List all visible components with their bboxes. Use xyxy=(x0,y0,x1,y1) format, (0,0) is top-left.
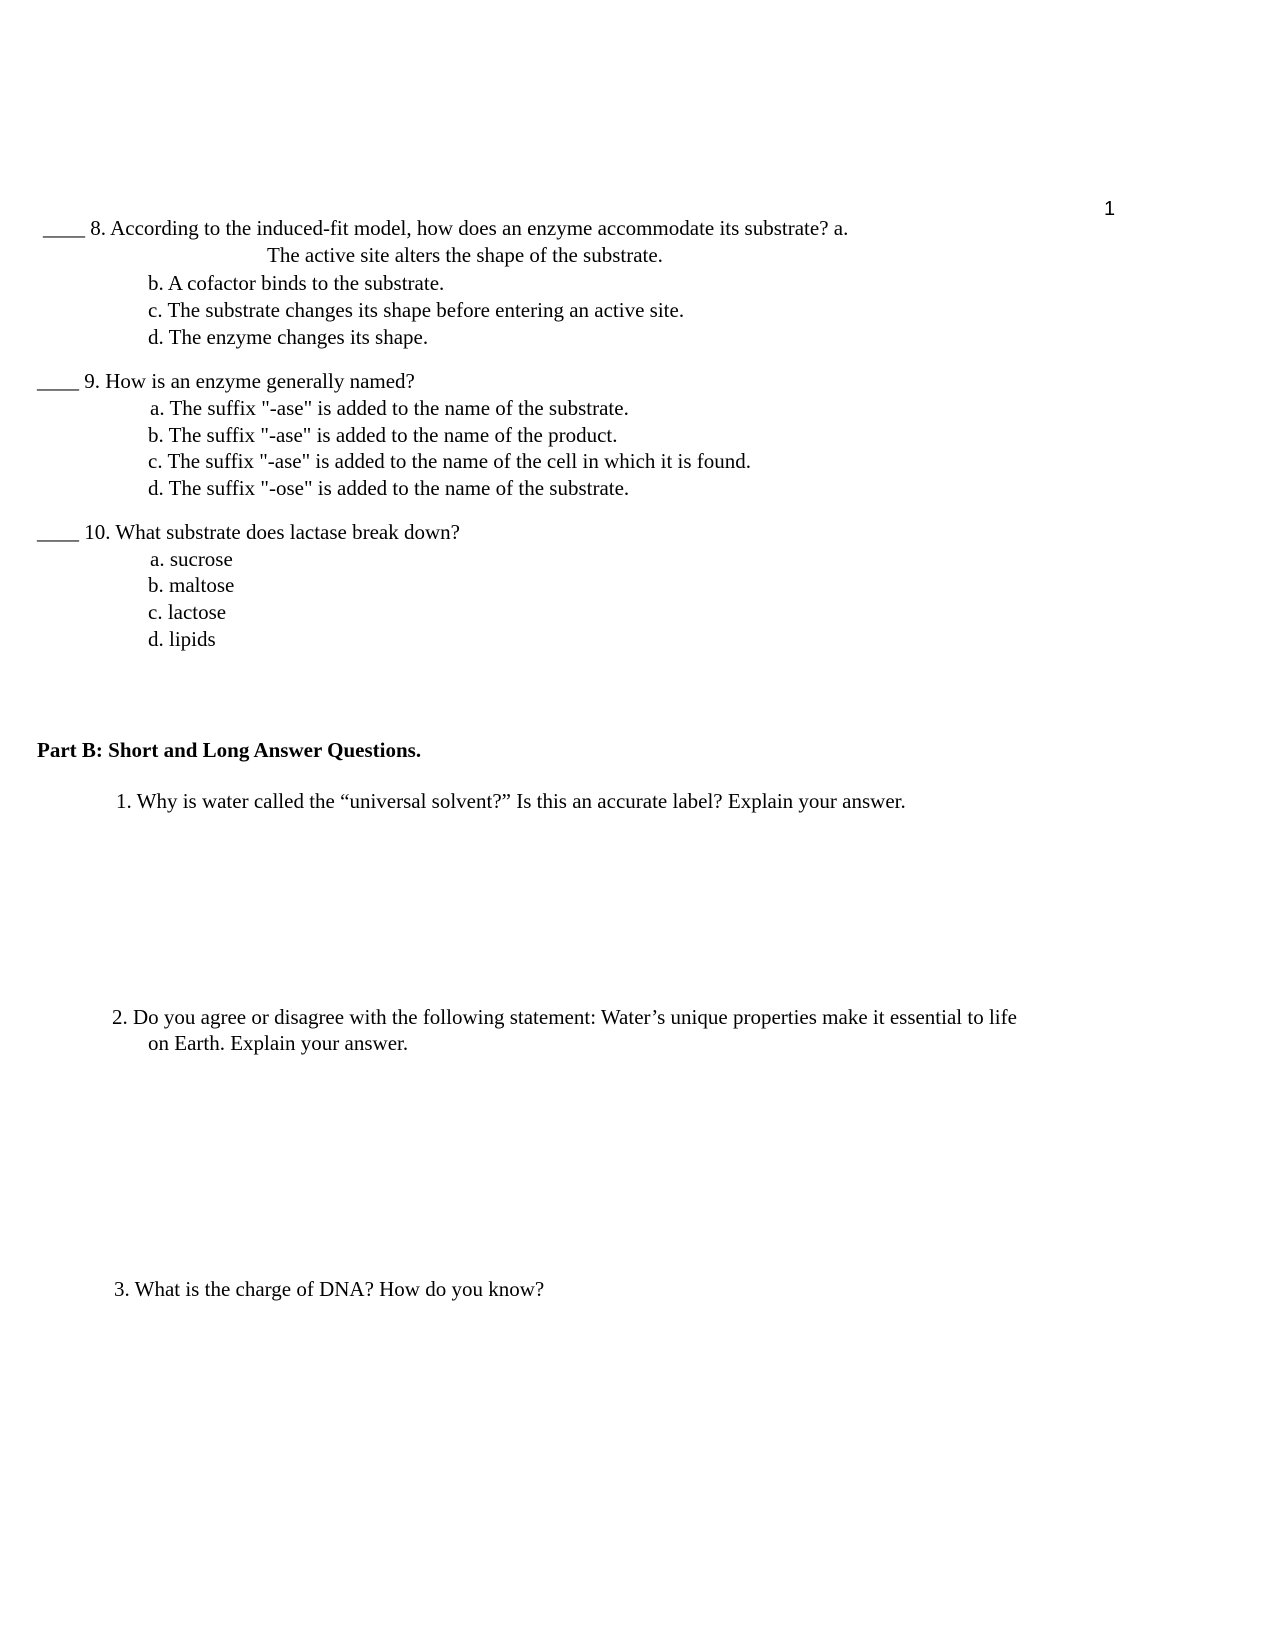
part-b-heading: Part B: Short and Long Answer Questions. xyxy=(37,738,422,762)
question-8-option-d: d. The enzyme changes its shape. xyxy=(148,325,429,349)
question-8-stem-line xyxy=(43,215,848,241)
short-answer-question-3: 3. What is the charge of DNA? How do you know? xyxy=(114,1277,545,1301)
short-answer-question-1: 1. Why is water called the “universal solvent?” Is this an accurate label? Explain your answer. xyxy=(116,789,906,813)
question-8-option-b: b. A cofactor binds to the substrate. xyxy=(148,271,445,295)
question-10-stem-line xyxy=(37,519,460,545)
question-9-option-a: a. The suffix "-ase" is added to the name of the substrate. xyxy=(150,396,629,420)
question-9-stem-line xyxy=(37,368,415,394)
question-8-stem: 8. According to the induced-fit model, how does an enzyme accommodate its substrate? a. xyxy=(90,216,849,240)
page-number: 1 xyxy=(1104,198,1116,220)
question-8-option-c: c. The substrate changes its shape before entering an active site. xyxy=(148,298,685,322)
question-9-option-b: b. The suffix "-ase" is added to the name of the product. xyxy=(148,423,618,447)
question-10-stem: 10. What substrate does lactase break down? xyxy=(84,520,460,544)
answer-blank: ____ xyxy=(43,216,85,240)
question-9-option-c: c. The suffix "-ase" is added to the name of the cell in which it is found. xyxy=(148,449,752,473)
answer-blank: ____ xyxy=(37,369,79,393)
question-10-option-b: b. maltose xyxy=(148,573,235,597)
short-answer-question-2-line-2: on Earth. Explain your answer. xyxy=(148,1031,409,1055)
question-8-option-a: The active site alters the shape of the substrate. xyxy=(267,243,663,267)
question-10-option-d: d. lipids xyxy=(148,627,216,651)
question-9-option-d: d. The suffix "-ose" is added to the name of the substrate. xyxy=(148,476,630,500)
question-9-stem: 9. How is an enzyme generally named? xyxy=(84,369,415,393)
answer-blank: ____ xyxy=(37,520,79,544)
short-answer-question-2-line-1: 2. Do you agree or disagree with the following statement: Water’s unique properties make it essential to life xyxy=(112,1005,1017,1029)
question-10-option-a: a. sucrose xyxy=(150,547,233,571)
question-10-option-c: c. lactose xyxy=(148,600,227,624)
